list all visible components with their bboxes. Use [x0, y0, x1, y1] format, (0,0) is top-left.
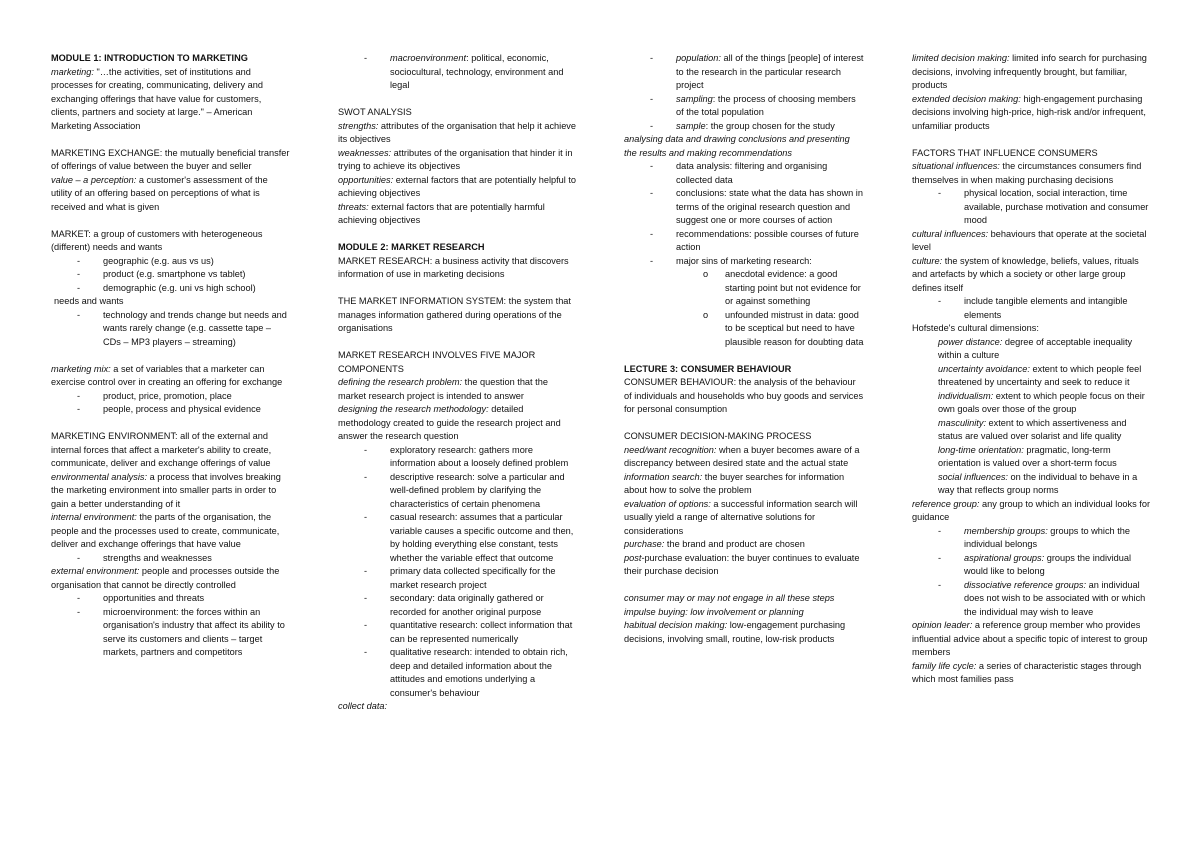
list-item: - geographic (e.g. aus vs us)	[51, 255, 291, 269]
list-item: - quantitative research: collect information that can be represented numerically	[338, 619, 578, 646]
swot-threats: threats: external factors that are potentially harmful achieving objectives	[338, 201, 545, 225]
list-item: - include tangible elements and intangible elements	[912, 295, 1152, 322]
designing-research-methodology: designing the research methodology: detailed methodology created to guide the research project and answer the research question	[338, 404, 561, 441]
family-life-cycle: family life cycle: a series of characteristic stages through which most families pass	[912, 660, 1142, 684]
list-item: - opportunities and threats	[51, 592, 291, 606]
analysing-data-label: analysing data and drawing conclusions and presenting the results and making recommendations	[624, 134, 850, 158]
cultural-influences: cultural influences: behaviours that operate at the societal level	[912, 228, 1147, 252]
list-item: - exploratory research: gathers more information about a loosely defined problem	[338, 444, 578, 471]
factors-title: FACTORS THAT INFLUENCE CONSUMERS	[912, 147, 1098, 158]
information-search: information search: the buyer searches for information about how to solve the problem	[624, 471, 845, 495]
column-3	[624, 52, 864, 646]
swot-title: SWOT ANALYSIS	[338, 107, 412, 117]
list-item: - product, price, promotion, place	[51, 390, 291, 404]
five-components-title: MARKET RESEARCH INVOLVES FIVE MAJOR COMPONENTS	[338, 350, 536, 374]
habitual-decision-making: habitual decision making: low-engagement purchasing decisions, involving small, routine, low-risk products	[624, 620, 846, 644]
collect-data-label: collect data:	[338, 701, 388, 711]
list-item: - dissociative reference groups: an individual does not wish to be associated with or which the individual may wish to leave	[912, 579, 1152, 620]
limited-decision-making: limited decision making: limited info search for purchasing decisions, involving infrequently brought, but familiar, products	[912, 53, 1147, 90]
social-influences: social influences: on the individual to behave in a way that reflects group norms	[938, 471, 1138, 495]
needs-wants-label: needs and wants	[54, 296, 124, 306]
market-definition: MARKET: a group of customers with heterogeneous (different) needs and wants	[51, 228, 263, 252]
list-item: - demographic (e.g. uni vs high school)	[51, 282, 291, 296]
post-purchase-evaluation: post-purchase evaluation: the buyer continues to evaluate their purchase decision	[624, 552, 860, 576]
list-item: - primary data collected specifically for the market research project	[338, 565, 578, 592]
need-want-recognition: need/want recognition: when a buyer becomes aware of a discrepancy between desired state and the actual state	[624, 444, 860, 468]
list-item: - technology and trends change but needs and wants rarely change (e.g. cassette tape – CDs – MP3 players – streaming)	[51, 309, 291, 350]
masculinity: masculinity: extent to which assertiveness and status are valued over solarist and life quality	[938, 417, 1127, 441]
marketing-mix: marketing mix: a set of variables that a marketer can exercise control over in creating an offering for exchange	[51, 363, 283, 387]
evaluation-of-options: evaluation of options: a successful information search will usually yield a range of alternative solutions for considerations	[624, 498, 858, 536]
swot-strengths: strengths: attributes of the organisation that help it achieve its objectives	[338, 120, 577, 144]
list-item: - qualitative research: intended to obtain rich, deep and detailed information about the attitudes and emotions underlying a consumer's behaviour	[338, 646, 578, 700]
module-1-title: MODULE 1: INTRODUCTION TO MARKETING	[51, 53, 248, 63]
marketing-exchange: MARKETING EXCHANGE: the mutually beneficial transfer of offerings of value between the buyer and seller	[51, 147, 290, 171]
market-information-system: THE MARKET INFORMATION SYSTEM: the system that manages information gathered during operations of the organisations	[338, 296, 571, 333]
purchase: purchase: the brand and product are chosen	[624, 539, 805, 549]
module-2-title: MODULE 2: MARKET RESEARCH	[338, 242, 485, 252]
long-time-orientation: long-time orientation: pragmatic, long-term orientation is valued over a short-term focus	[938, 444, 1117, 468]
situational-influences: situational influences: the circumstances consumers find themselves in when making purchasing decisions	[912, 161, 1142, 185]
list-item: - secondary: data originally gathered or recorded for another original purpose	[338, 592, 578, 619]
external-environment: external environment: people and processes outside the organisation that cannot be directly controlled	[51, 566, 280, 590]
list-item: - sampling: the process of choosing members of the total population	[624, 93, 864, 120]
opinion-leader: opinion leader: a reference group member who provides influential advice about a specific topic of interest to group members	[912, 620, 1148, 657]
hofstede-title: Hofstede's cultural dimensions:	[912, 323, 1039, 333]
consumer-steps-note: consumer may or may not engage in all these steps	[624, 593, 835, 603]
list-item: - data analysis: filtering and organising collected data	[624, 160, 864, 187]
list-item: - descriptive research: solve a particular and well-defined problem by clarifying the characteristics of certain phenomena	[338, 471, 578, 512]
list-item: - membership groups: groups to which the individual belongs	[912, 525, 1152, 552]
list-item: - sample: the group chosen for the study	[624, 120, 864, 134]
swot-weaknesses: weaknesses: attributes of the organisation that hinder it in trying to achieve its objectives	[338, 147, 573, 171]
swot-opportunities: opportunities: external factors that are potentially helpful to achieving objectives	[338, 174, 577, 198]
column-1	[51, 52, 291, 660]
column-4	[912, 52, 1152, 687]
environmental-analysis: environmental analysis: a process that involves breaking the marketing environment into smaller parts in order to gain a better understanding of it	[51, 471, 281, 509]
list-item: - casual research: assumes that a particular variable causes a specific outcome and then, by holding everything else constant, tests whether the variable effect that outcome	[338, 511, 578, 565]
consumer-behaviour-definition: CONSUMER BEHAVIOUR: the analysis of the behaviour of individuals and households who buy goods and services for personal consumption	[624, 377, 864, 414]
sub-list-item: o anecdotal evidence: a good starting point but not evidence for or against something	[624, 268, 864, 309]
defining-research-problem: defining the research problem: the question that the market research project is intended to answer	[338, 377, 548, 401]
list-item: - major sins of marketing research:	[624, 255, 864, 269]
marketing-definition: marketing: "…the activities, set of institutions and processes for creating, communicating, delivery and exchanging offerings that have value for customers, clients, partners and society at large." – American Marketing Association	[51, 66, 263, 131]
individualism: individualism: extent to which people focus on their own goals over those of the group	[938, 390, 1145, 414]
internal-environment: internal environment: the parts of the organisation, the people and the processes used to create, communicate, deliver and exchange offerings that have value	[51, 512, 280, 549]
column-2	[338, 52, 578, 714]
list-item: - recommendations: possible courses of future action	[624, 228, 864, 255]
list-item: - microenvironment: the forces within an organisation's industry that affect its ability to serve its customers and clients – target markets, partners and competitors	[51, 606, 291, 660]
list-item: - people, process and physical evidence	[51, 403, 291, 417]
uncertainty-avoidance: uncertainty avoidance: extent to which people feel threatened by uncertainty and seek to reduce it	[938, 363, 1142, 387]
reference-group: reference group: any group to which an individual looks for guidance	[912, 498, 1151, 522]
decision-process-title: CONSUMER DECISION-MAKING PROCESS	[624, 431, 812, 441]
marketing-environment: MARKETING ENVIRONMENT: all of the external and internal forces that affect a marketer's ability to create, communicate, deliver and exchange offerings of value	[51, 431, 272, 468]
list-item: - product (e.g. smartphone vs tablet)	[51, 268, 291, 282]
list-item: - physical location, social interaction, time available, purchase motivation and consumer mood	[912, 187, 1152, 228]
value-definition: value – a perception: a customer's assessment of the utility of an offering based on perceptions of what is received and what is given	[51, 174, 268, 212]
sub-list-item: o unfounded mistrust in data: good to be sceptical but need to have plausible reason for doubting data	[624, 309, 864, 350]
list-item: - strengths and weaknesses	[51, 552, 291, 566]
market-research-definition: MARKET RESEARCH: a business activity that discovers information of use in marketing decisions	[338, 255, 569, 279]
list-item: - macroenvironment: political, economic, sociocultural, technology, environment and legal	[338, 52, 578, 93]
extended-decision-making: extended decision making: high-engagement purchasing decisions involving high-price, high-risk and/or infrequent, unfamiliar products	[912, 93, 1146, 131]
culture-definition: culture: the system of knowledge, beliefs, values, rituals and artefacts by which a society or other large group defines itself	[912, 255, 1139, 293]
impulse-buying: impulse buying: low involvement or planning	[624, 606, 804, 617]
list-item: - population: all of the things [people] of interest to the research in the particular research project	[624, 52, 864, 93]
power-distance: power distance: degree of acceptable inequality within a culture	[938, 336, 1133, 360]
list-item: - aspirational groups: groups the individual would like to belong	[912, 552, 1152, 579]
list-item: - conclusions: state what the data has shown in terms of the original research question and suggest one or more courses of action	[624, 187, 864, 228]
lecture-3-title: LECTURE 3: CONSUMER BEHAVIOUR	[624, 363, 792, 374]
